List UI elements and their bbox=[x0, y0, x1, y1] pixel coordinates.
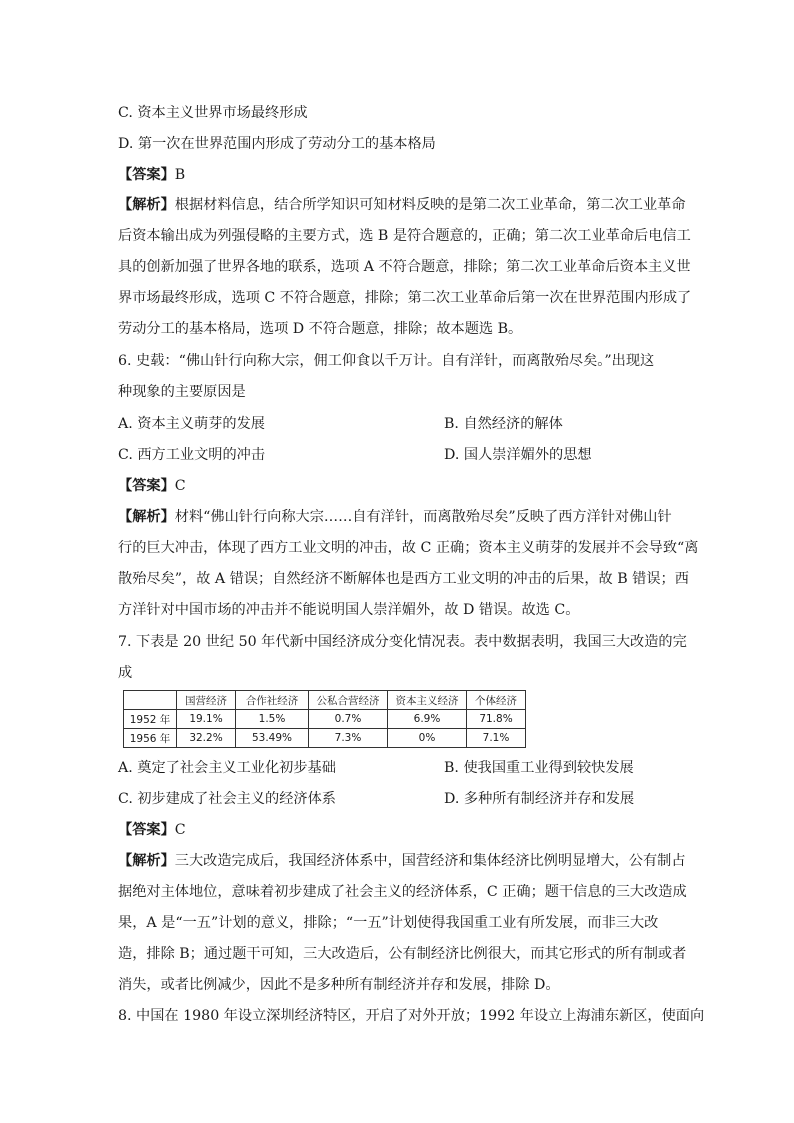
q7-analysis-line-3: 果，A 是“一五”计划的意义，排除；“一五”计划使得我国重工业有所发展，而非三大改 bbox=[118, 915, 659, 931]
table-cell: 0% bbox=[388, 729, 467, 748]
table-row bbox=[124, 710, 526, 729]
table-cell: 1952 年 bbox=[124, 710, 177, 729]
analysis-text: 三大改造完成后，我国经济体系中，国营经济和集体经济比例明显增大，公有制占 bbox=[174, 853, 686, 869]
table-header-cell: 国营经济 bbox=[177, 691, 236, 710]
q5-analysis-line-2: 后资本输出成为列强侵略的主要方式，选 B 是符合题意的，正确；第二次工业革命后电信工 bbox=[118, 228, 691, 244]
table-row bbox=[124, 729, 526, 748]
table-cell: 32.2% bbox=[177, 729, 236, 748]
q5-analysis-line-5: 劳动分工的基本格局，选项 D 不符合题意，排除；故本题选 B。 bbox=[118, 321, 523, 337]
table-cell: 7.3% bbox=[309, 729, 388, 748]
table-cell: 6.9% bbox=[388, 710, 467, 729]
q6-analysis-line-4: 方洋针对中国市场的冲击并不能说明国人崇洋媚外，故 D 错误。故选 C。 bbox=[118, 602, 580, 618]
q7-answer bbox=[118, 820, 186, 840]
q6-option-a: A. 资本主义萌芽的发展 bbox=[118, 416, 265, 432]
q6-analysis-line-3: 散殆尽矣”，故 A 错误；自然经济不断解体也是西方工业文明的冲击的后果，故 B 错误；西 bbox=[118, 571, 689, 587]
q7-option-d: D. 多种所有制经济并存和发展 bbox=[444, 791, 635, 807]
answer-label: 【答案】 bbox=[118, 167, 175, 183]
table-cell: 19.1% bbox=[177, 710, 236, 729]
answer-value: C bbox=[174, 478, 186, 494]
q5-option-c: C. 资本主义世界市场最终形成 bbox=[118, 105, 308, 121]
q6-option-b: B. 自然经济的解体 bbox=[444, 416, 563, 432]
q6-option-d: D. 国人崇洋媚外的思想 bbox=[444, 447, 592, 463]
table-cell: 53.49% bbox=[236, 729, 309, 748]
q7-analysis-line-1 bbox=[118, 851, 686, 871]
q6-stem-line-1: 6. 史载：“佛山针行向称大宗，佣工仰食以千万计。自有洋针，而离散殆尽矣。”出现这 bbox=[118, 353, 655, 369]
q7-stem-line-2: 成 bbox=[118, 665, 133, 681]
analysis-text: 材料“佛山针行向称大宗……自有洋针，而离散殆尽矣”反映了西方洋针对佛山针 bbox=[174, 509, 672, 525]
table-cell: 71.8% bbox=[467, 710, 526, 729]
table-cell: 7.1% bbox=[467, 729, 526, 748]
q8-stem-line-1: 8. 中国在 1980 年设立深圳经济特区，开启了对外开放；1992 年设立上海浦东新区，使面向 bbox=[118, 1008, 705, 1024]
table-header-cell: 合作社经济 bbox=[236, 691, 309, 710]
answer-label: 【答案】 bbox=[118, 822, 175, 838]
answer-label: 【答案】 bbox=[118, 478, 175, 494]
analysis-label: 【解析】 bbox=[118, 509, 175, 525]
table-cell: 1.5% bbox=[236, 710, 309, 729]
answer-value: C bbox=[174, 822, 186, 838]
table-cell: 0.7% bbox=[309, 710, 388, 729]
q5-option-d: D. 第一次在世界范围内形成了劳动分工的基本格局 bbox=[118, 136, 436, 152]
q7-analysis-line-4: 造，排除 B；通过题干可知，三大改造后，公有制经济比例很大，而其它形式的所有制或者 bbox=[118, 946, 687, 962]
q6-stem-line-2: 种现象的主要原因是 bbox=[118, 384, 246, 400]
economy-composition-table bbox=[123, 690, 526, 748]
answer-value: B bbox=[174, 167, 186, 183]
table-header-cell: 个体经济 bbox=[467, 691, 526, 710]
table-header-cell: 公私合营经济 bbox=[309, 691, 388, 710]
q7-analysis-line-5: 消失，或者比例减少，因此不是多种所有制经济并存和发展，排除 D。 bbox=[118, 977, 560, 993]
q5-answer bbox=[118, 165, 185, 185]
q7-analysis-line-2: 据绝对主体地位，意味着初步建成了社会主义的经济体系，C 正确；题干信息的三大改造成 bbox=[118, 884, 687, 900]
analysis-text: 根据材料信息，结合所学知识可知材料反映的是第二次工业革命，第二次工业革命 bbox=[174, 197, 686, 213]
q5-analysis-line-4: 界市场最终形成，选项 C 不符合题意，排除；第二次工业革命后第一次在世界范围内形成了 bbox=[118, 290, 692, 306]
q6-option-c: C. 西方工业文明的冲击 bbox=[118, 447, 266, 463]
q7-option-a: A. 奠定了社会主义工业化初步基础 bbox=[118, 760, 336, 776]
q5-analysis-line-1 bbox=[118, 195, 686, 215]
table-cell: 1956 年 bbox=[124, 729, 177, 748]
analysis-label: 【解析】 bbox=[118, 853, 175, 869]
q7-stem-line-1: 7. 下表是 20 世纪 50 年代新中国经济成分变化情况表。表中数据表明，我国三大改造的完 bbox=[118, 634, 687, 650]
q7-option-b: B. 使我国重工业得到较快发展 bbox=[444, 760, 634, 776]
q6-analysis-line-1 bbox=[118, 507, 672, 527]
q5-analysis-line-3: 具的创新加强了世界各地的联系，选项 A 不符合题意，排除；第二次工业革命后资本主义世 bbox=[118, 259, 691, 275]
analysis-label: 【解析】 bbox=[118, 197, 175, 213]
q6-analysis-line-2: 行的巨大冲击，体现了西方工业文明的冲击，故 C 正确；资本主义萌芽的发展并不会导致“离 bbox=[118, 540, 699, 556]
table-header-cell: 资本主义经济 bbox=[388, 691, 467, 710]
q7-option-c: C. 初步建成了社会主义的经济体系 bbox=[118, 791, 336, 807]
table-header-cell bbox=[124, 691, 177, 710]
table-header-row bbox=[124, 691, 526, 710]
q6-answer bbox=[118, 476, 186, 496]
